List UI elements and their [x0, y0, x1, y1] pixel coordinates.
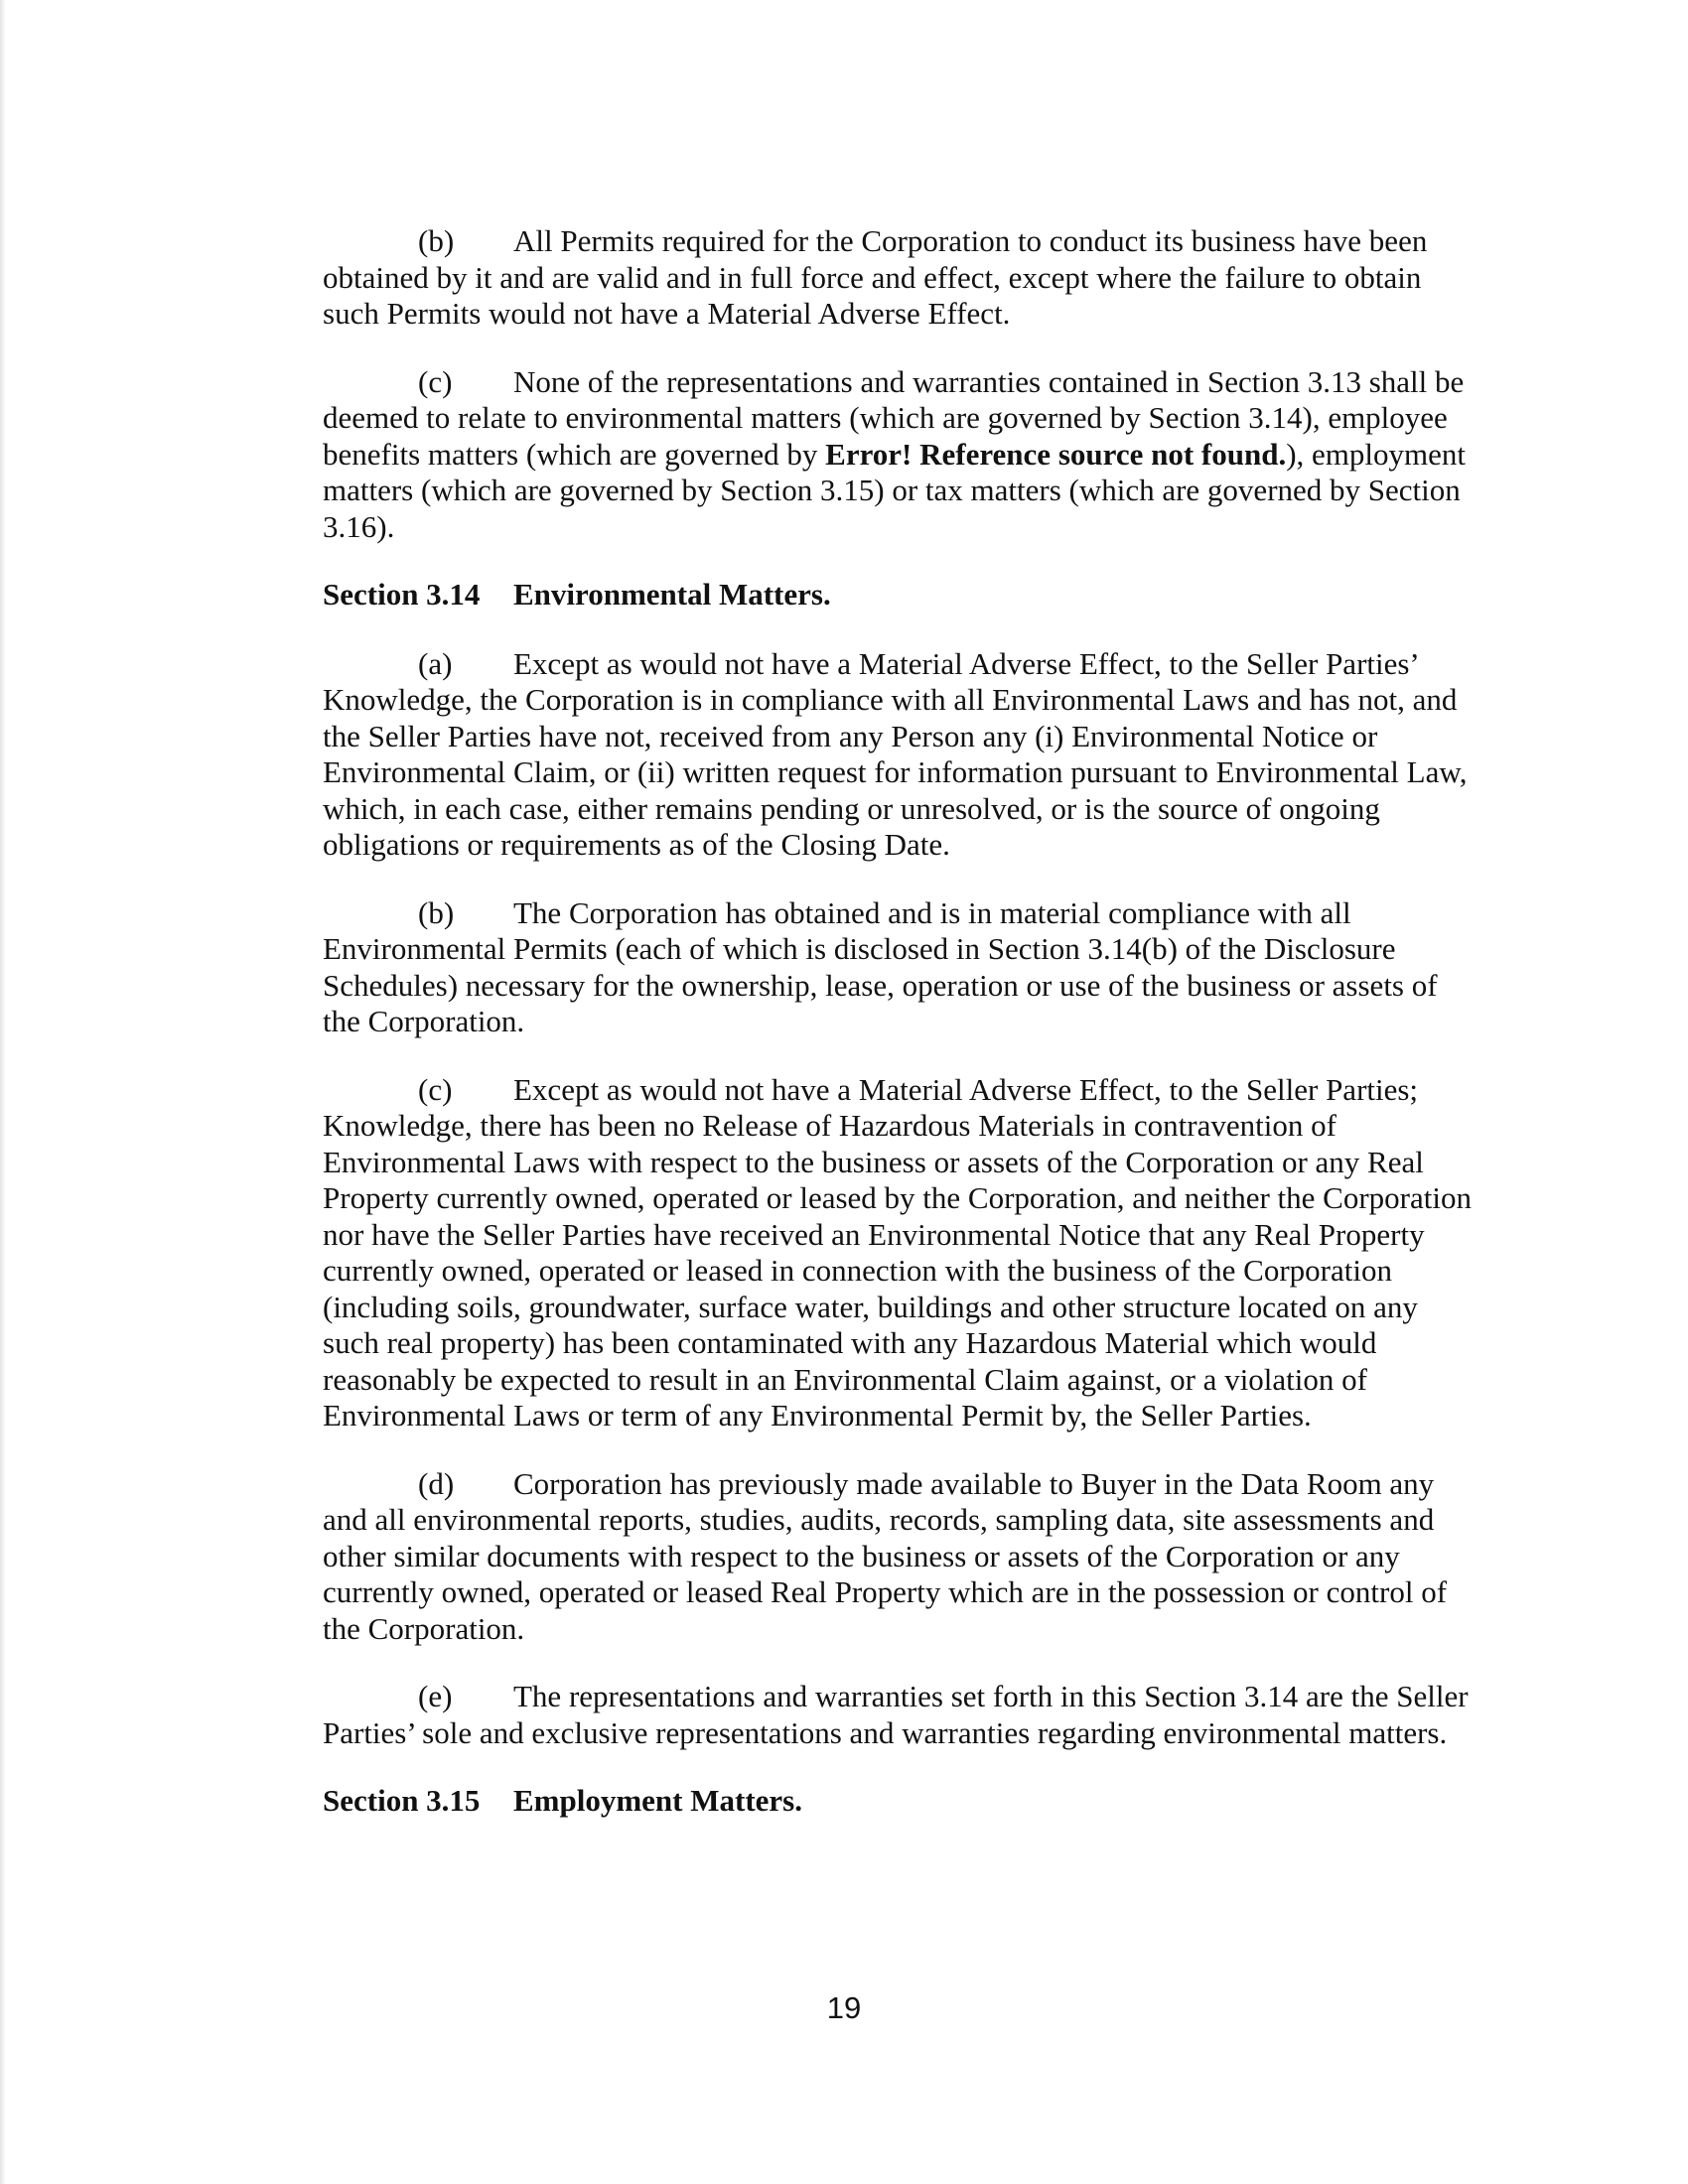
paragraph-3-13-b	[323, 223, 1475, 333]
reference-error-text: Error! Reference source not found.	[825, 436, 1287, 472]
paragraph-text: The Corporation has obtained and is in material compliance with all Environmental Permits (each of which is disclosed in Section 3.14(b) of the Disclosure Schedules) necessary for the ownership, lease, operation or use of the business or assets of the Corporation.	[323, 894, 1438, 1038]
section-title: Environmental Matters.	[513, 577, 831, 612]
paragraph-label: (d)	[418, 1465, 455, 1501]
paragraph-text-continued: ), employment matters (which are governed by Section 3.15) or tax matters (which are governed by Section 3.16).	[323, 436, 1466, 544]
section-heading-3-15	[323, 1783, 1475, 1820]
page-edge-shadow	[0, 0, 6, 2184]
paragraph-3-14-b	[323, 895, 1475, 1040]
paragraph-3-13-c	[323, 364, 1475, 546]
section-number: Section 3.14	[323, 577, 481, 612]
paragraph-text: Except as would not have a Material Adverse Effect, to the Seller Parties; Knowledge, there has been no Release of Hazardous Materials in contravention of Environmental Laws with respect to the business or assets of the Corporation or any Real Property currently owned, operated or leased by the Corporation, and neither the Corporation nor have the Seller Parties have received an Environmental Notice that any Real Property currently owned, operated or leased in connection with the business of the Corporation (including soils, groundwater, surface water, buildings and other structure located on any such real property) has been contaminated with any Hazardous Material which would reasonably be expected to result in an Environmental Claim against, or a violation of Environmental Laws or term of any Environmental Permit by, the Seller Parties.	[323, 1071, 1472, 1433]
paragraph-label: (b)	[418, 223, 455, 258]
paragraph-label: (e)	[418, 1679, 453, 1713]
paragraph-3-14-d	[323, 1466, 1475, 1648]
paragraph-3-14-a	[323, 646, 1475, 864]
paragraph-label: (c)	[418, 363, 453, 399]
paragraph-text: The representations and warranties set forth in this Section 3.14 are the Seller Parties’ sole and exclusive representations and warranties regarding environmental matters.	[323, 1679, 1469, 1750]
document-body	[323, 223, 1475, 1852]
section-title: Employment Matters.	[513, 1783, 802, 1818]
paragraph-text: Corporation has previously made available to Buyer in the Data Room any and all environmental reports, studies, audits, records, sampling data, site assessments and other similar documents with respect to the business or assets of the Corporation or any currently owned, operated or leased Real Property which are in the possession or control of the Corporation.	[323, 1465, 1448, 1646]
paragraph-3-14-e	[323, 1679, 1475, 1751]
paragraph-label: (b)	[418, 894, 455, 930]
paragraph-text: Except as would not have a Material Adverse Effect, to the Seller Parties’ Knowledge, the Corporation is in compliance with all Environmental Laws and has not, and the Seller Parties have not, received from any Person any (i) Environmental Notice or Environmental Claim, or (ii) written request for information pursuant to Environmental Law, which, in each case, either remains pending or unresolved, or is the source of ongoing obligations or requirements as of the Closing Date.	[323, 645, 1468, 862]
page-number: 19	[826, 1990, 862, 2025]
paragraph-label: (a)	[418, 645, 453, 681]
section-heading-3-14	[323, 577, 1475, 614]
paragraph-3-14-c	[323, 1072, 1475, 1434]
section-number: Section 3.15	[323, 1783, 481, 1818]
paragraph-label: (c)	[418, 1071, 453, 1107]
paragraph-text: None of the representations and warranties contained in Section 3.13 shall be deemed to relate to environmental matters (which are governed by Section 3.14), employee benefits matters (which are governed by	[323, 363, 1465, 472]
paragraph-text: All Permits required for the Corporation to conduct its business have been obtained by it and are valid and in full force and effect, except where the failure to obtain such Permits would not have a Material Adverse Effect.	[323, 223, 1428, 331]
